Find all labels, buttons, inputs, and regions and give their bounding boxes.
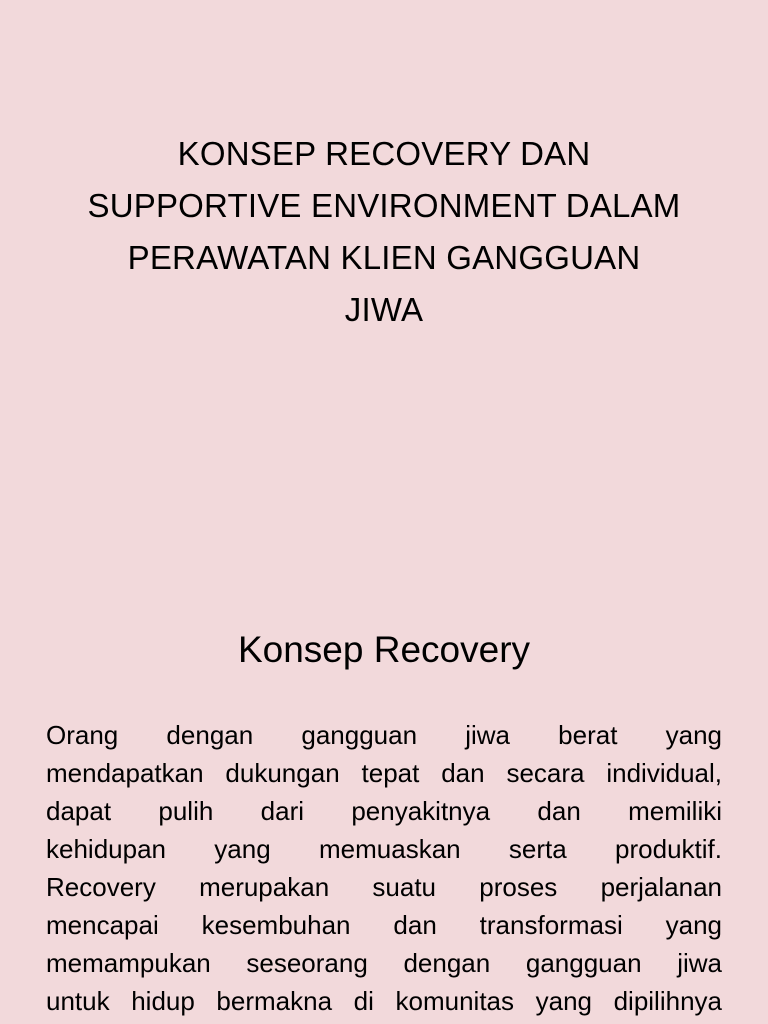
title-line: JIWA xyxy=(344,291,424,328)
paragraph-line: Recovery merupakan suatu proses perjalanan xyxy=(46,872,722,902)
title-line: SUPPORTIVE ENVIRONMENT DALAM xyxy=(87,187,681,224)
content-slide xyxy=(0,576,768,1024)
paragraph-line: dapat pulih dari penyakitnya dan memiliki xyxy=(46,796,722,826)
paragraph-line: untuk hidup bermakna di komunitas yang dipilihnya xyxy=(46,986,722,1016)
title-line: PERAWATAN KLIEN GANGGUAN xyxy=(127,239,641,276)
section-heading: Konsep Recovery xyxy=(237,629,531,670)
paragraph-line: mendapatkan dukungan tepat dan secara individual, xyxy=(46,758,722,788)
paragraph-line: memampukan seseorang dengan gangguan jiwa xyxy=(46,948,722,978)
paragraph-line: kehidupan yang memuaskan serta produktif. xyxy=(46,834,722,864)
paragraph-line: mencapai kesembuhan dan transformasi yang xyxy=(46,910,722,940)
title-line: KONSEP RECOVERY DAN xyxy=(177,135,591,172)
paragraph-line: Orang dengan gangguan jiwa berat yang xyxy=(46,720,722,750)
slide-title xyxy=(44,128,724,336)
body-paragraph xyxy=(46,716,722,1020)
